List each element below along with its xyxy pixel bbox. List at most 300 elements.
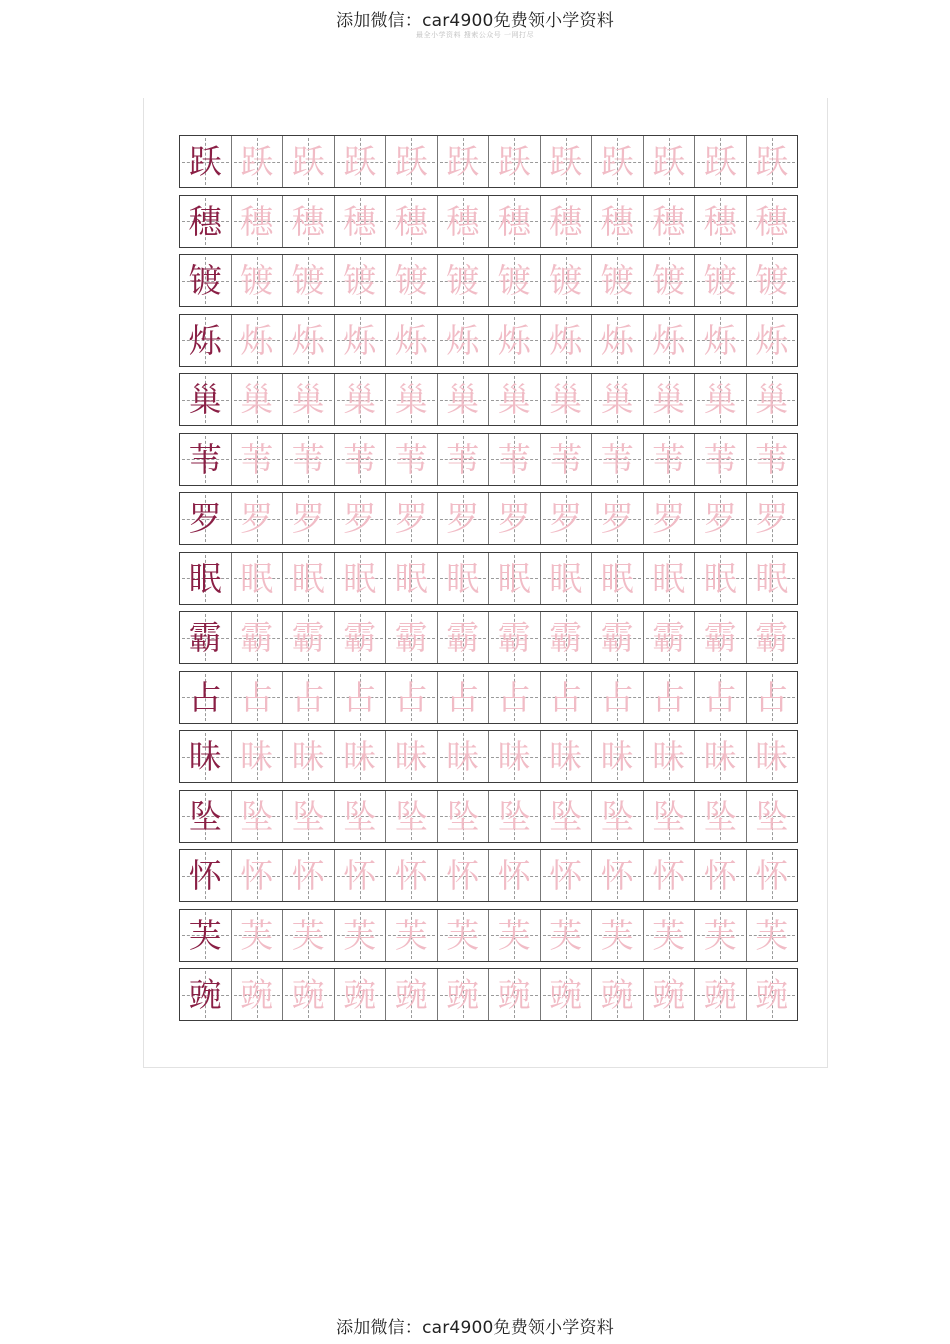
- trace-char-cell: [747, 850, 798, 901]
- trace-char-cell: [438, 612, 490, 663]
- trace-char-cell: [695, 255, 747, 306]
- trace-char: 怀: [291, 856, 325, 895]
- trace-char-cell: [232, 969, 284, 1020]
- trace-char: 巢: [291, 380, 325, 419]
- trace-char-cell: [335, 196, 387, 247]
- trace-char-cell: [747, 493, 798, 544]
- trace-char: 昧: [291, 737, 325, 776]
- model-char: 怀: [188, 856, 222, 895]
- trace-char: 穗: [600, 201, 634, 241]
- trace-char: 巢: [703, 380, 737, 419]
- trace-char: 怀: [755, 856, 789, 895]
- trace-char: 罗: [291, 499, 325, 538]
- trace-char-cell: [335, 136, 387, 187]
- trace-char: 穗: [394, 201, 428, 241]
- trace-char: 霸: [652, 618, 686, 657]
- trace-char-cell: [541, 731, 593, 782]
- trace-char: 豌: [497, 975, 531, 1014]
- trace-char: 芙: [549, 915, 583, 955]
- trace-char-cell: [592, 196, 644, 247]
- trace-char-cell: [335, 612, 387, 663]
- trace-char-cell: [541, 136, 593, 187]
- trace-char: 豌: [549, 975, 583, 1014]
- trace-char: 眠: [652, 558, 686, 598]
- trace-char-cell: [232, 791, 284, 842]
- trace-char-cell: [747, 553, 798, 604]
- trace-char-cell: [747, 731, 798, 782]
- trace-char: 穗: [755, 201, 789, 241]
- trace-char-cell: [644, 612, 696, 663]
- trace-char-cell: [592, 850, 644, 901]
- trace-char-cell: [438, 255, 490, 306]
- trace-char-cell: [335, 731, 387, 782]
- trace-char: 罗: [497, 499, 531, 538]
- trace-char-cell: [386, 136, 438, 187]
- trace-char-cell: [541, 255, 593, 306]
- model-char: 巢: [188, 380, 222, 419]
- trace-char-cell: [541, 196, 593, 247]
- trace-char-cell: [283, 315, 335, 366]
- trace-char: 昧: [343, 737, 377, 776]
- trace-char: 坠: [240, 796, 274, 836]
- trace-char-cell: [644, 731, 696, 782]
- model-char: 跃: [188, 142, 222, 181]
- trace-char: 霸: [600, 618, 634, 657]
- trace-char: 昧: [394, 737, 428, 776]
- trace-char-cell: [644, 850, 696, 901]
- trace-char: 苇: [600, 439, 634, 479]
- trace-char: 跃: [446, 142, 480, 181]
- trace-char: 跃: [497, 142, 531, 181]
- trace-char-cell: [541, 910, 593, 961]
- trace-char-cell: [747, 374, 798, 425]
- trace-char-cell: [335, 791, 387, 842]
- model-char-cell: [180, 315, 232, 366]
- trace-char-cell: [283, 136, 335, 187]
- trace-char: 苇: [240, 439, 274, 479]
- trace-char: 巢: [755, 380, 789, 419]
- trace-char: 烁: [600, 320, 634, 360]
- trace-char: 眠: [549, 558, 583, 598]
- trace-char: 眠: [703, 558, 737, 598]
- trace-char-cell: [283, 969, 335, 1020]
- trace-char: 镀: [755, 261, 789, 300]
- trace-char-cell: [695, 672, 747, 723]
- trace-char-cell: [283, 374, 335, 425]
- trace-char: 烁: [497, 320, 531, 360]
- trace-char-cell: [232, 850, 284, 901]
- trace-char: 烁: [703, 320, 737, 360]
- trace-char-cell: [747, 910, 798, 961]
- trace-char-cell: [695, 315, 747, 366]
- trace-char: 眠: [343, 558, 377, 598]
- trace-char-cell: [438, 910, 490, 961]
- trace-char: 怀: [703, 856, 737, 895]
- trace-char-cell: [592, 969, 644, 1020]
- trace-char: 烁: [394, 320, 428, 360]
- trace-char: 穗: [240, 201, 274, 241]
- trace-char-cell: [335, 850, 387, 901]
- trace-char: 镀: [600, 261, 634, 300]
- model-char-cell: [180, 731, 232, 782]
- trace-char: 烁: [291, 320, 325, 360]
- trace-char-cell: [386, 553, 438, 604]
- trace-char: 霸: [497, 618, 531, 657]
- trace-char-cell: [386, 969, 438, 1020]
- trace-char: 霸: [343, 618, 377, 657]
- header-subline: 最全小学资料 搜索公众号 一网打尽: [416, 31, 534, 39]
- trace-char: 怀: [394, 856, 428, 895]
- trace-char-cell: [695, 553, 747, 604]
- trace-char-cell: [489, 196, 541, 247]
- trace-char-cell: [747, 969, 798, 1020]
- trace-char-cell: [592, 672, 644, 723]
- trace-char: 豌: [600, 975, 634, 1014]
- trace-char: 豌: [394, 975, 428, 1014]
- trace-char-cell: [541, 493, 593, 544]
- model-char-cell: [180, 196, 232, 247]
- trace-char: 昧: [497, 737, 531, 776]
- trace-char-cell: [489, 553, 541, 604]
- trace-char: 跃: [549, 142, 583, 181]
- trace-char: 昧: [446, 737, 480, 776]
- model-char-cell: [180, 910, 232, 961]
- trace-char: 占: [549, 677, 583, 717]
- trace-char-cell: [232, 196, 284, 247]
- trace-char-cell: [695, 196, 747, 247]
- trace-char-cell: [644, 493, 696, 544]
- trace-char-cell: [747, 672, 798, 723]
- trace-char: 昧: [240, 737, 274, 776]
- trace-char: 镀: [549, 261, 583, 300]
- trace-char: 穗: [549, 201, 583, 241]
- trace-char-cell: [644, 553, 696, 604]
- model-char: 苇: [188, 439, 222, 479]
- trace-char-cell: [541, 553, 593, 604]
- trace-char-cell: [232, 553, 284, 604]
- trace-char-cell: [541, 374, 593, 425]
- practice-sheet: [143, 98, 828, 1068]
- trace-char: 苇: [291, 439, 325, 479]
- trace-char: 坠: [343, 796, 377, 836]
- trace-char-cell: [592, 612, 644, 663]
- trace-char-cell: [232, 493, 284, 544]
- trace-char: 巢: [549, 380, 583, 419]
- trace-char-cell: [283, 196, 335, 247]
- trace-char: 占: [343, 677, 377, 717]
- trace-char-cell: [489, 850, 541, 901]
- trace-char-cell: [438, 493, 490, 544]
- trace-char-cell: [541, 672, 593, 723]
- trace-char: 巢: [446, 380, 480, 419]
- trace-char: 镀: [291, 261, 325, 300]
- trace-char: 罗: [755, 499, 789, 538]
- trace-char-cell: [489, 672, 541, 723]
- footer-watermark: 添加微信：car4900免费领小学资料: [336, 1318, 614, 1338]
- trace-char: 芙: [240, 915, 274, 955]
- trace-char-cell: [232, 374, 284, 425]
- trace-char: 罗: [600, 499, 634, 538]
- model-char-cell: [180, 969, 232, 1020]
- trace-char: 昧: [703, 737, 737, 776]
- trace-char: 苇: [343, 439, 377, 479]
- trace-char-cell: [232, 434, 284, 485]
- trace-char-cell: [541, 791, 593, 842]
- practice-row: [179, 730, 798, 783]
- trace-char-cell: [695, 434, 747, 485]
- trace-char-cell: [489, 315, 541, 366]
- trace-char-cell: [438, 672, 490, 723]
- trace-char-cell: [541, 315, 593, 366]
- trace-char-cell: [232, 672, 284, 723]
- trace-char-cell: [592, 315, 644, 366]
- trace-char: 罗: [652, 499, 686, 538]
- model-char-cell: [180, 434, 232, 485]
- trace-char: 跃: [652, 142, 686, 181]
- trace-char-cell: [232, 255, 284, 306]
- trace-char: 霸: [549, 618, 583, 657]
- trace-char-cell: [438, 553, 490, 604]
- model-char-cell: [180, 553, 232, 604]
- model-char-cell: [180, 850, 232, 901]
- trace-char-cell: [438, 374, 490, 425]
- model-char: 镀: [188, 261, 222, 300]
- trace-char-cell: [695, 136, 747, 187]
- trace-char-cell: [335, 434, 387, 485]
- trace-char: 镀: [240, 261, 274, 300]
- model-char: 眠: [188, 558, 222, 598]
- trace-char: 罗: [343, 499, 377, 538]
- trace-char-cell: [644, 196, 696, 247]
- trace-char-cell: [335, 969, 387, 1020]
- trace-char: 穗: [497, 201, 531, 241]
- model-char: 霸: [188, 618, 222, 657]
- trace-char: 豌: [343, 975, 377, 1014]
- trace-char: 巢: [600, 380, 634, 419]
- trace-char-cell: [335, 553, 387, 604]
- trace-char-cell: [386, 196, 438, 247]
- trace-char: 眠: [755, 558, 789, 598]
- trace-char: 眠: [446, 558, 480, 598]
- trace-char: 芙: [497, 915, 531, 955]
- trace-char-cell: [386, 672, 438, 723]
- trace-char: 苇: [549, 439, 583, 479]
- trace-char-cell: [386, 255, 438, 306]
- trace-char-cell: [695, 493, 747, 544]
- trace-char: 坠: [549, 796, 583, 836]
- trace-char-cell: [489, 612, 541, 663]
- trace-char-cell: [283, 493, 335, 544]
- trace-char-cell: [644, 434, 696, 485]
- trace-char-cell: [386, 434, 438, 485]
- trace-char-cell: [747, 255, 798, 306]
- practice-row: [179, 552, 798, 605]
- trace-char: 烁: [343, 320, 377, 360]
- trace-char-cell: [592, 791, 644, 842]
- trace-char-cell: [644, 255, 696, 306]
- trace-char: 坠: [497, 796, 531, 836]
- trace-char: 怀: [446, 856, 480, 895]
- trace-char: 霸: [446, 618, 480, 657]
- practice-row: [179, 492, 798, 545]
- trace-char-cell: [695, 791, 747, 842]
- model-char-cell: [180, 791, 232, 842]
- trace-char: 跃: [394, 142, 428, 181]
- trace-char-cell: [747, 136, 798, 187]
- trace-char-cell: [695, 969, 747, 1020]
- trace-char: 罗: [240, 499, 274, 538]
- trace-char: 芙: [652, 915, 686, 955]
- trace-char: 占: [497, 677, 531, 717]
- trace-char-cell: [541, 434, 593, 485]
- trace-char-cell: [695, 612, 747, 663]
- trace-char-cell: [489, 255, 541, 306]
- trace-char: 豌: [291, 975, 325, 1014]
- model-char: 占: [188, 677, 222, 717]
- trace-char-cell: [386, 493, 438, 544]
- trace-char-cell: [386, 850, 438, 901]
- trace-char-cell: [438, 196, 490, 247]
- trace-char-cell: [335, 672, 387, 723]
- model-char: 昧: [188, 737, 222, 776]
- trace-char: 罗: [703, 499, 737, 538]
- model-char-cell: [180, 136, 232, 187]
- trace-char-cell: [489, 791, 541, 842]
- practice-row: [179, 195, 798, 248]
- trace-char-cell: [283, 612, 335, 663]
- trace-char: 霸: [755, 618, 789, 657]
- trace-char: 坠: [394, 796, 428, 836]
- header-watermark: 添加微信：car4900免费领小学资料: [336, 11, 614, 31]
- trace-char: 坠: [600, 796, 634, 836]
- trace-char-cell: [438, 136, 490, 187]
- trace-char: 占: [755, 677, 789, 717]
- trace-char-cell: [592, 136, 644, 187]
- trace-char: 巢: [394, 380, 428, 419]
- trace-char-cell: [644, 969, 696, 1020]
- trace-char: 怀: [240, 856, 274, 895]
- trace-char: 烁: [240, 320, 274, 360]
- trace-char-cell: [644, 672, 696, 723]
- trace-char-cell: [541, 850, 593, 901]
- trace-char-cell: [644, 374, 696, 425]
- trace-char-cell: [283, 731, 335, 782]
- practice-row: [179, 909, 798, 962]
- trace-char: 坠: [703, 796, 737, 836]
- trace-char-cell: [592, 255, 644, 306]
- practice-row: [179, 671, 798, 724]
- trace-char: 跃: [703, 142, 737, 181]
- trace-char-cell: [489, 374, 541, 425]
- trace-char: 巢: [497, 380, 531, 419]
- trace-char-cell: [695, 374, 747, 425]
- trace-char-cell: [438, 731, 490, 782]
- trace-char-cell: [747, 612, 798, 663]
- trace-char: 跃: [291, 142, 325, 181]
- trace-char-cell: [386, 612, 438, 663]
- trace-char: 跃: [240, 142, 274, 181]
- trace-char: 怀: [652, 856, 686, 895]
- trace-char: 豌: [652, 975, 686, 1014]
- trace-char-cell: [592, 731, 644, 782]
- trace-char: 巢: [343, 380, 377, 419]
- trace-char-cell: [386, 731, 438, 782]
- trace-char-cell: [232, 910, 284, 961]
- trace-char: 眠: [291, 558, 325, 598]
- trace-char-cell: [489, 136, 541, 187]
- trace-char: 镀: [394, 261, 428, 300]
- trace-char: 烁: [446, 320, 480, 360]
- trace-char: 苇: [703, 439, 737, 479]
- trace-char-cell: [438, 315, 490, 366]
- trace-char-cell: [592, 374, 644, 425]
- trace-char: 霸: [394, 618, 428, 657]
- practice-row: [179, 314, 798, 367]
- trace-char-cell: [335, 255, 387, 306]
- model-char-cell: [180, 374, 232, 425]
- trace-char: 芙: [291, 915, 325, 955]
- trace-char: 苇: [394, 439, 428, 479]
- trace-char: 豌: [240, 975, 274, 1014]
- trace-char: 穗: [343, 201, 377, 241]
- trace-char: 巢: [240, 380, 274, 419]
- trace-char: 霸: [240, 618, 274, 657]
- trace-char-cell: [386, 791, 438, 842]
- trace-char: 怀: [343, 856, 377, 895]
- trace-char-cell: [386, 374, 438, 425]
- model-char-cell: [180, 255, 232, 306]
- trace-char-cell: [335, 315, 387, 366]
- practice-row: [179, 254, 798, 307]
- trace-char: 占: [394, 677, 428, 717]
- trace-char: 烁: [652, 320, 686, 360]
- trace-char: 占: [291, 677, 325, 717]
- trace-char-cell: [747, 196, 798, 247]
- trace-char-cell: [592, 910, 644, 961]
- trace-char: 芙: [394, 915, 428, 955]
- trace-char-cell: [541, 969, 593, 1020]
- trace-char-cell: [695, 850, 747, 901]
- trace-char-cell: [592, 434, 644, 485]
- trace-char: 罗: [549, 499, 583, 538]
- trace-char-cell: [386, 315, 438, 366]
- model-char-cell: [180, 493, 232, 544]
- model-char: 芙: [188, 915, 222, 955]
- trace-char: 苇: [652, 439, 686, 479]
- trace-char-cell: [644, 136, 696, 187]
- model-char-cell: [180, 612, 232, 663]
- trace-char: 霸: [703, 618, 737, 657]
- trace-char: 怀: [549, 856, 583, 895]
- trace-char-cell: [489, 969, 541, 1020]
- trace-char-cell: [438, 791, 490, 842]
- trace-char: 昧: [755, 737, 789, 776]
- trace-char-cell: [489, 910, 541, 961]
- trace-char: 烁: [549, 320, 583, 360]
- trace-char-cell: [747, 434, 798, 485]
- trace-char: 巢: [652, 380, 686, 419]
- trace-char-cell: [438, 434, 490, 485]
- trace-char-cell: [232, 136, 284, 187]
- practice-row: [179, 611, 798, 664]
- practice-row: [179, 373, 798, 426]
- tianzige-grid: [179, 135, 798, 1028]
- trace-char: 豌: [703, 975, 737, 1014]
- trace-char: 坠: [755, 796, 789, 836]
- trace-char: 烁: [755, 320, 789, 360]
- trace-char: 坠: [652, 796, 686, 836]
- trace-char: 坠: [446, 796, 480, 836]
